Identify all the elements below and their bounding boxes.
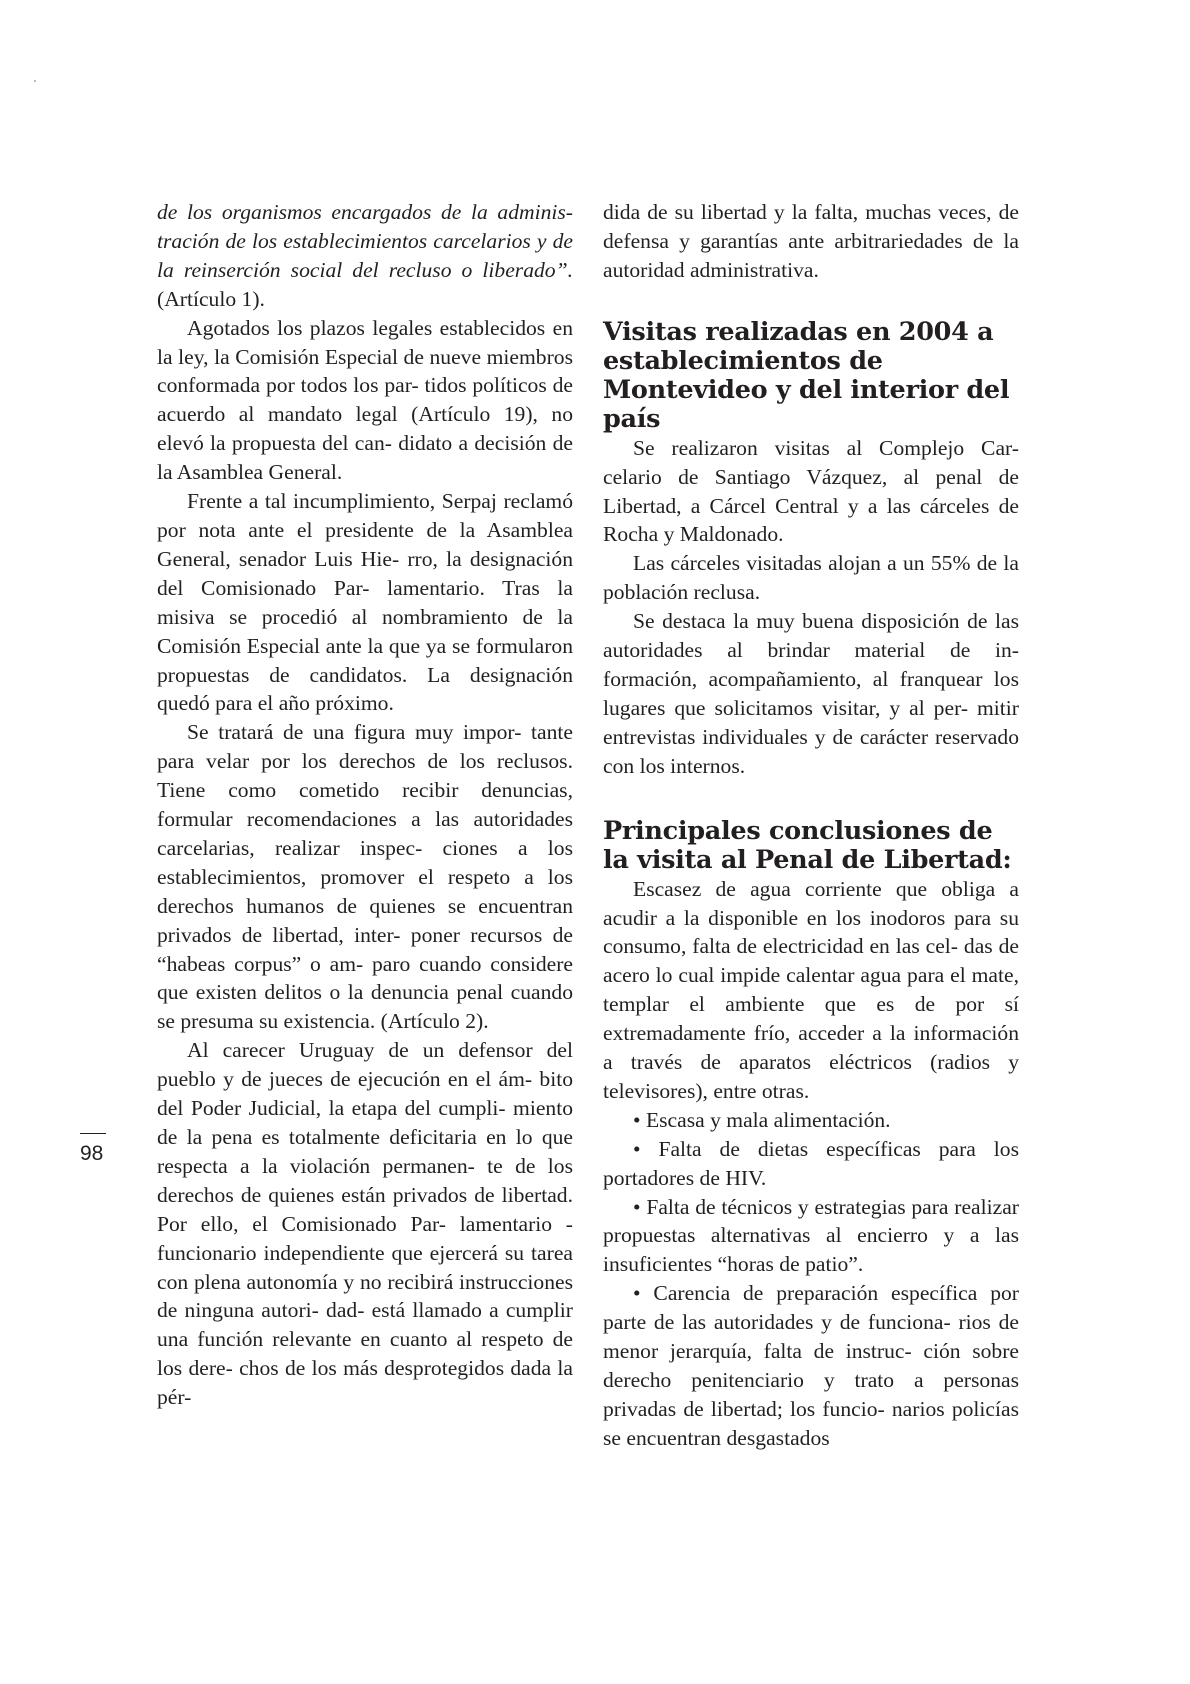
paragraph: Escasez de agua corriente que obliga a acudir a la disponible en los inodoros para su consumo, falta de electricidad en las cel- das de acero lo cual impide calentar agua para el mate, templar el ambiente que es de por sí extremadamente frío, acceder a la información a través de aparatos eléctricos (radios y televisores), entre otras. <box>603 876 1019 1103</box>
quote-italic-text: de los organismos encargados de la adminis- tración de los establecimientos carcelarios y de la reinserción social del recluso o liberado”. <box>157 200 573 282</box>
page-number-block <box>80 1133 108 1166</box>
bullet-item: • Escasa y mala alimentación. <box>633 1107 891 1132</box>
bullet-item: • Falta de dietas específicas para los portadores de HIV. <box>603 1136 1019 1190</box>
paragraph: Las cárceles visitadas alojan a un 55% de la población reclusa. <box>603 551 1019 605</box>
left-column <box>157 198 573 1412</box>
paragraph: Se destaca la muy buena disposición de las autoridades al brindar material de in- formación, acompañamiento, al franquear los lugares que solicitamos visitar, y al per- mitir entrevistas individuales y de carácter reservado con los internos. <box>603 609 1019 778</box>
page-number-rule <box>80 1133 106 1134</box>
paragraph-quote <box>157 198 573 314</box>
paragraph: Frente a tal incumplimiento, Serpaj reclamó por nota ante el presidente de la Asamblea General, senador Luis Hie- rro, la designación del Comisionado Par- lamentario. Tras la misiva se procedió al nombramiento de la Comisión Especial ante la que ya se formularon propuestas de candidatos. La designación quedó para el año próximo. <box>157 489 573 716</box>
section-heading-visitas: Visitas realizadas en 2004 a establecimientos de Montevideo y del interior del país <box>603 316 1010 434</box>
page-number: 98 <box>80 1142 104 1165</box>
paragraph-continued: dida de su libertad y la falta, muchas veces, de defensa y garantías ante arbitrariedades de la autoridad administrativa. <box>603 200 1019 282</box>
paragraph: Agotados los plazos legales establecidos en la ley, la Comisión Especial de nueve miembros conformada por todos los par- tidos políticos de acuerdo al mandato legal (Artículo 19), no elevó la propuesta del can- didato a decisión de la Asamblea General. <box>157 315 573 485</box>
paragraph: Se tratará de una figura muy impor- tante para velar por los derechos de los reclusos. Tiene como cometido recibir denuncias, formular recomendaciones a las autoridades carcelarias, realizar inspec- ciones a los establecimientos, promover el respeto a los derechos humanos de quienes se encuentran privados de libertad, inter- poner recursos de “habeas corpus” o am- paro cuando considere que existen delitos o la denuncia penal cuando se presuma su existencia. (Artículo 2). <box>157 720 573 1034</box>
paragraph: Se realizaron visitas al Complejo Car- celario de Santiago Vázquez, al penal de Libertad, a Cárcel Central y a las cárceles de Rocha y Maldonado. <box>603 435 1019 547</box>
right-column <box>603 198 1019 1453</box>
paragraph: Al carecer Uruguay de un defensor del pueblo y de jueces de ejecución en el ám- bito del Poder Judicial, la etapa del cumpli- miento de la pena es totalmente deficitaria en lo que respecta a la violación permanen- te de los derechos de quienes están privados de libertad. Por ello, el Comisionado Par- lamentario -funcionario independiente que ejercerá su tarea con plena autonomía y no recibirá instrucciones de ninguna autori- dad- está llamado a cumplir una función relevante en cuanto al respeto de los dere- chos de los más desprotegidos dada la pér- <box>157 1038 573 1410</box>
quote-citation: (Artículo 1). <box>157 286 265 311</box>
bullet-item: • Carencia de preparación específica por parte de las autoridades y de funciona- rios de menor jerarquía, falta de instruc- ción sobre derecho penitenciario y trato a personas privadas de libertad; los funcio- narios policías se encuentran desgastados <box>603 1281 1019 1450</box>
bullet-item: • Falta de técnicos y estrategias para realizar propuestas alternativas al encierro y a las insuficientes “horas de patio”. <box>603 1194 1019 1277</box>
scan-speck <box>34 80 36 82</box>
section-heading-conclusiones: Principales conclusiones de la visita al Penal de Libertad: <box>603 815 1012 875</box>
